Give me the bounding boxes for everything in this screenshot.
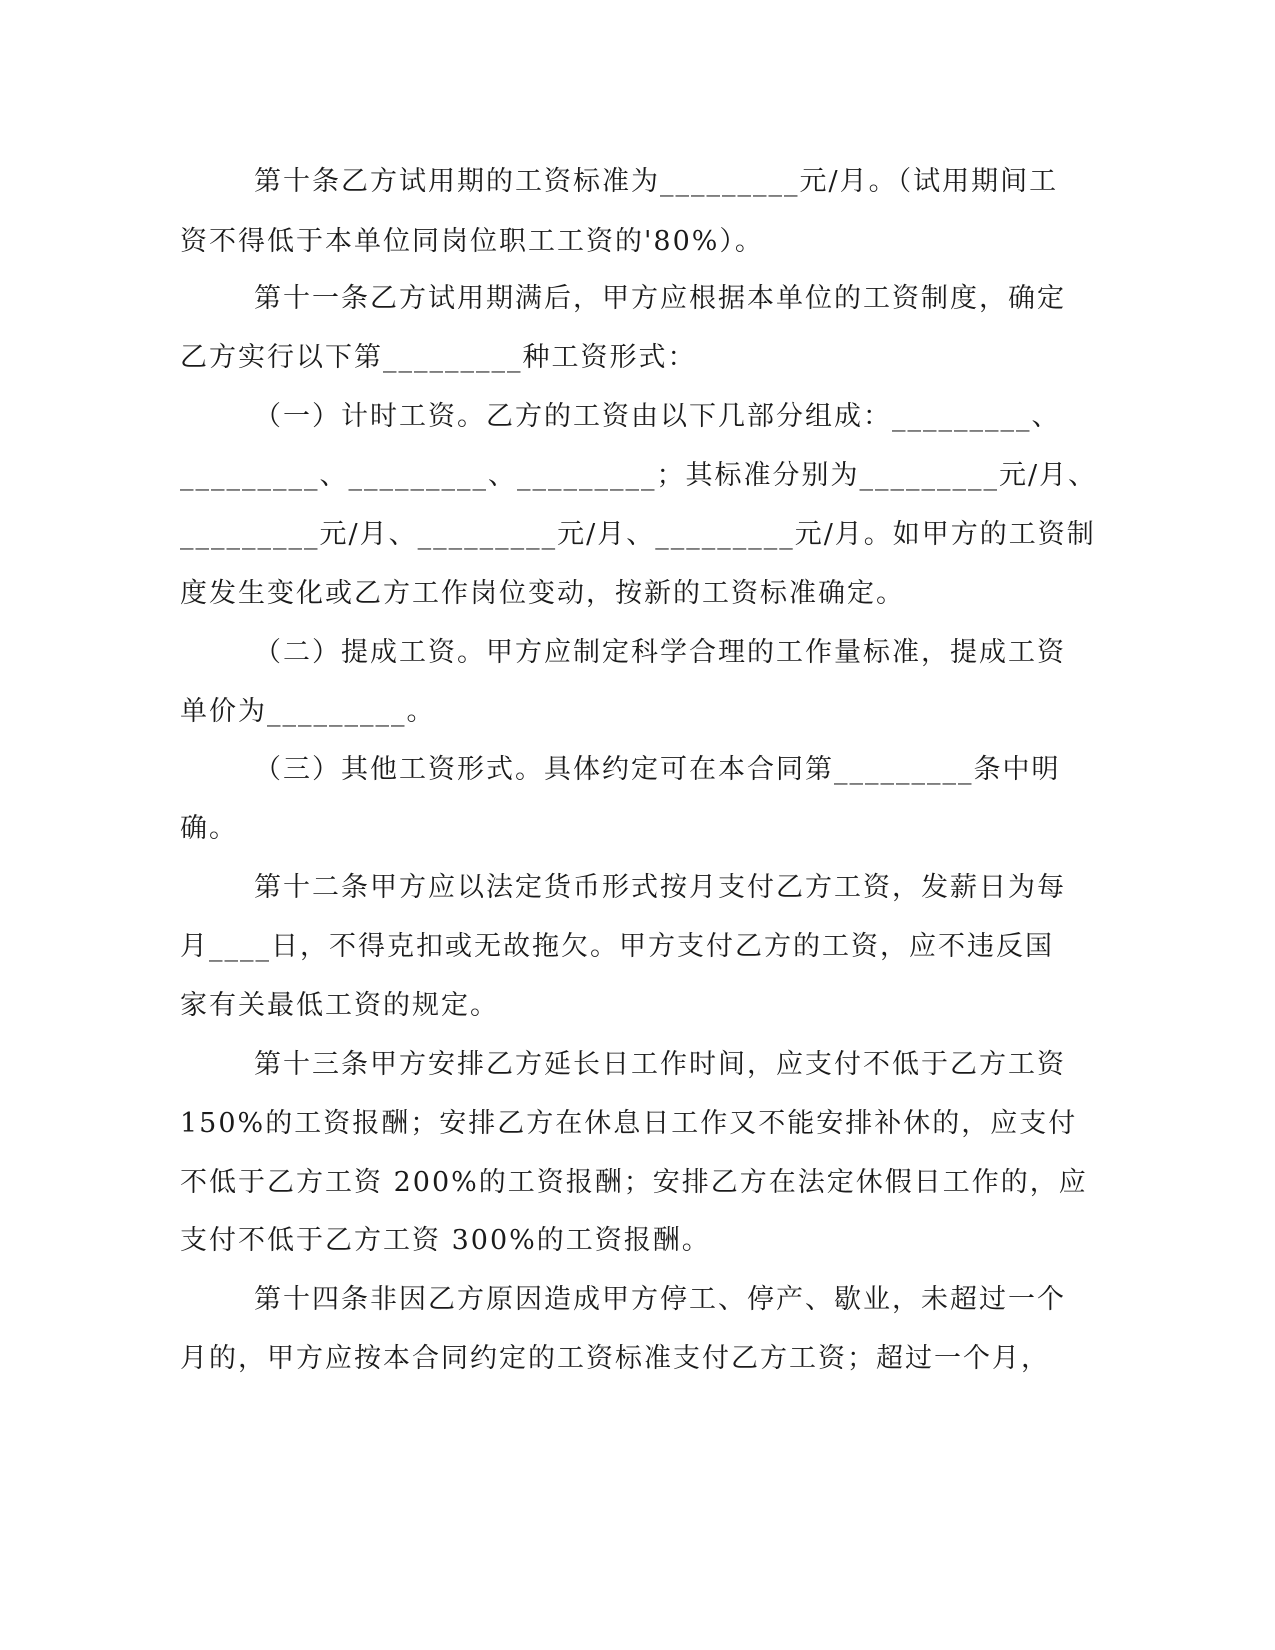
item-1-line-1: （一）计时工资。乙方的工资由以下几部分组成：_________、 (254, 401, 1061, 432)
item-1-line-4: 度发生变化或乙方工作岗位变动，按新的工资标准确定。 (180, 578, 905, 609)
article-13-line-1: 第十三条甲方安排乙方延长日工作时间，应支付不低于乙方工资 (254, 1049, 1066, 1080)
item-1-line-2: _________、_________、_________；其标准分别为_________元/月、 (180, 460, 1098, 491)
item-3-line-2: 确。 (180, 813, 238, 844)
item-3-line-1: （三）其他工资形式。具体约定可在本合同第_________条中明 (254, 754, 1061, 785)
article-11-line-2: 乙方实行以下第_________种工资形式： (180, 342, 697, 373)
article-12-line-1: 第十二条甲方应以法定货币形式按月支付乙方工资，发薪日为每 (254, 872, 1066, 903)
item-1-line-3: _________元/月、_________元/月、_________元/月。如甲方的工资制 (180, 519, 1096, 550)
article-10-line-1: 第十条乙方试用期的工资标准为_________元/月。（试用期间工 (254, 166, 1059, 197)
article-11-line-1: 第十一条乙方试用期满后，甲方应根据本单位的工资制度，确定 (254, 283, 1066, 314)
article-10-line-2: 资不得低于本单位同岗位职工工资的'80%）。 (180, 226, 764, 257)
article-14-line-2: 月的，甲方应按本合同约定的工资标准支付乙方工资；超过一个月， (180, 1343, 1050, 1374)
article-13-line-4: 支付不低于乙方工资 300%的工资报酬。 (180, 1225, 711, 1256)
article-13-line-2: 150%的工资报酬；安排乙方在休息日工作又不能安排补休的，应支付 (180, 1108, 1078, 1139)
item-2-line-1: （二）提成工资。甲方应制定科学合理的工作量标准，提成工资 (254, 637, 1066, 668)
article-12-line-3: 家有关最低工资的规定。 (180, 990, 499, 1021)
article-12-line-2: 月____日，不得克扣或无故拖欠。甲方支付乙方的工资，应不违反国 (180, 931, 1054, 962)
article-14-line-1: 第十四条非因乙方原因造成甲方停工、停产、歇业，未超过一个 (254, 1284, 1066, 1315)
article-13-line-3: 不低于乙方工资 200%的工资报酬；安排乙方在法定休假日工作的，应 (180, 1167, 1088, 1198)
item-2-line-2: 单价为_________。 (180, 696, 436, 727)
